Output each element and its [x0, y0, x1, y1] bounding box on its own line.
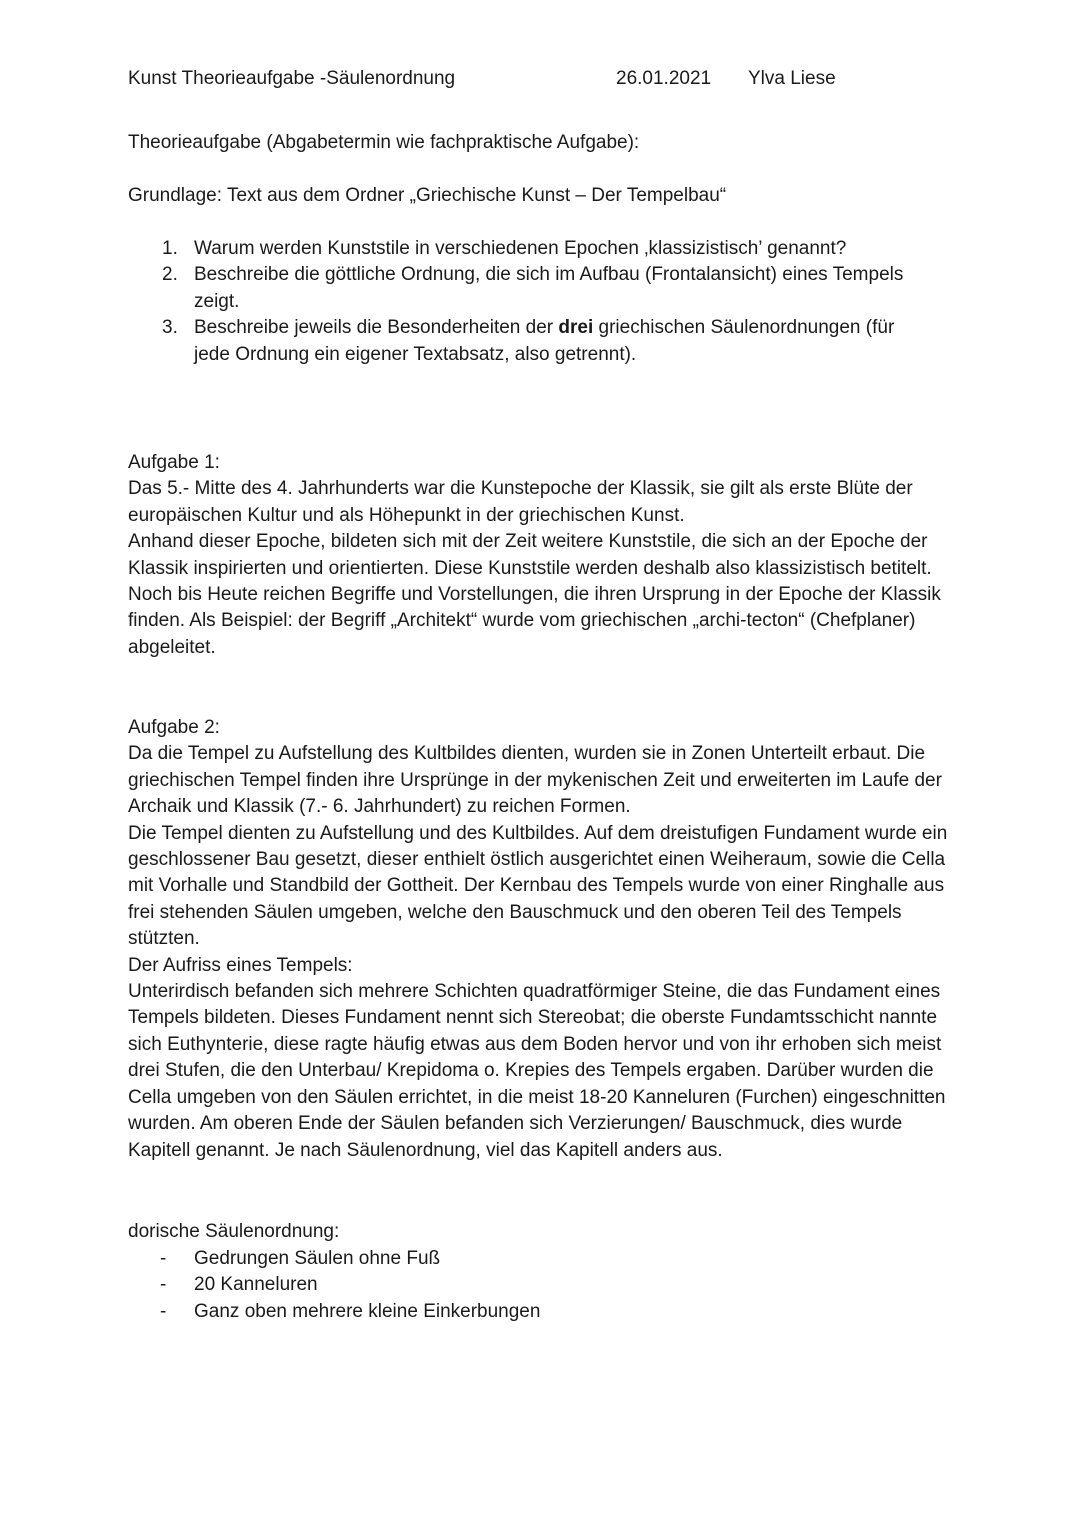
aufgabe2-paragraph: Unterirdisch befanden sich mehrere Schichten quadratförmiger Steine, die das Fundament eines Tempels bildeten. Dieses Fundament nennt sich Stereobat; die oberste Fundamtsschicht nannte sich Euthynterie, diese ragte häufig etwas aus dem Boden hervor und von ihr erhoben sich meist drei Stufen, die den Unterbau/ Krepidoma o. Krepies des Tempels ergaben. Darüber wurden die Cella umgeben von den Säulen errichtet, in die meist 18-20 Kanneluren (Furchen) eingeschnitten wurden. Am oberen Ende der Säulen befanden sich Verzierungen/ Bauschmuck, dies wurde Kapitell genannt. Je nach Säulenordnung, viel das Kapitell anders aus.: [128, 981, 946, 1161]
question-item: [128, 315, 958, 368]
question-text-before: Beschreibe jeweils die Besonderheiten der: [194, 317, 559, 339]
dash-bullet-icon: -: [160, 1274, 167, 1296]
doric-list: [128, 1246, 958, 1325]
doric-item: [128, 1299, 958, 1325]
dash-bullet-icon: -: [160, 1248, 167, 1269]
header-author: Ylva Liese: [748, 68, 836, 89]
aufgabe2-heading: Aufgabe 2:: [128, 717, 220, 738]
question-number: 1.: [162, 238, 178, 259]
aufgabe1-paragraph: Anhand dieser Epoche, bildeten sich mit der Zeit weitere Kunststile, die sich an der Epoche der Klassik inspirierten und orientierten. Diese Kunststile werden deshalb also klassizistisch betitelt.: [128, 531, 932, 579]
question-item: [128, 236, 958, 262]
question-number: 3.: [162, 317, 178, 339]
document-header: [128, 66, 958, 92]
aufgabe2-paragraph: Da die Tempel zu Aufstellung des Kultbildes dienten, wurden sie in Zonen Unterteilt erbaut. Die griechischen Tempel finden ihre Ursprünge in der mykenischen Zeit und erweiterten im Laufe der Archaik und Klassik (7.- 6. Jahrhundert) zu reichen Formen.: [128, 743, 942, 818]
aufgabe1-paragraph: Noch bis Heute reichen Begriffe und Vorstellungen, die ihren Ursprung in der Epoche der Klassik finden. Als Beispiel: der Begriff „Architekt“ wurde vom griechischen „archi-tecton“ (Chefplaner) abgeleitet.: [128, 584, 941, 658]
question-text-after: griechischen Säulenordnungen (für jede Ordnung ein eigener Textabsatz, also getrennt).: [194, 317, 895, 365]
doric-heading: dorische Säulenordnung:: [128, 1221, 340, 1242]
doric-item: [128, 1272, 958, 1298]
aufgabe1-paragraph: Das 5.- Mitte des 4. Jahrhunderts war die Kunstepoche der Klassik, sie gilt als erste Blüte der europäischen Kultur und als Höhepunkt in der griechischen Kunst.: [128, 478, 913, 526]
question-text: Beschreibe die göttliche Ordnung, die sich im Aufbau (Frontalansicht) eines Tempels zeigt.: [194, 264, 904, 312]
header-date: 26.01.2021: [616, 68, 712, 89]
header-subject: Kunst Theorieaufgabe -Säulenordnung: [128, 68, 456, 89]
question-text-bold: drei: [558, 317, 594, 339]
aufgabe1-section: [128, 450, 966, 661]
doric-item-text: Ganz oben mehrere kleine Einkerbungen: [194, 1300, 541, 1322]
aufgabe1-heading: Aufgabe 1:: [128, 452, 220, 473]
doric-item-text: 20 Kanneluren: [194, 1274, 318, 1296]
question-list: [128, 236, 958, 368]
question-item: [128, 262, 958, 315]
aufgabe2-subheading: Der Aufriss eines Tempels:: [128, 954, 353, 976]
question-text: Warum werden Kunststile in verschiedenen Epochen ‚klassizistisch’ genannt?: [194, 238, 847, 259]
aufgabe2-paragraph: Die Tempel dienten zu Aufstellung und des Kultbildes. Auf dem dreistufigen Fundament wurde ein geschlossener Bau gesetzt, dieser enthielt östlich ausgerichtet einen Weiheraum, sowie die Cella mit Vorhalle und Standbild der Gottheit. Der Kernbau des Tempels wurde von einer Ringhalle aus frei stehenden Säulen umgeben, welche den Bauschmuck und den oberen Teil des Tempels stützten.: [128, 822, 948, 950]
doric-item-text: Gedrungen Säulen ohne Fuß: [194, 1248, 441, 1269]
question-number: 2.: [162, 264, 178, 286]
task-line: Theorieaufgabe (Abgabetermin wie fachpraktische Aufgabe):: [128, 132, 640, 153]
aufgabe2-section: [128, 715, 966, 1164]
basis-line: Grundlage: Text aus dem Ordner „Griechische Kunst – Der Tempelbau“: [128, 185, 727, 206]
dash-bullet-icon: -: [160, 1300, 167, 1322]
doric-item: [128, 1246, 958, 1272]
